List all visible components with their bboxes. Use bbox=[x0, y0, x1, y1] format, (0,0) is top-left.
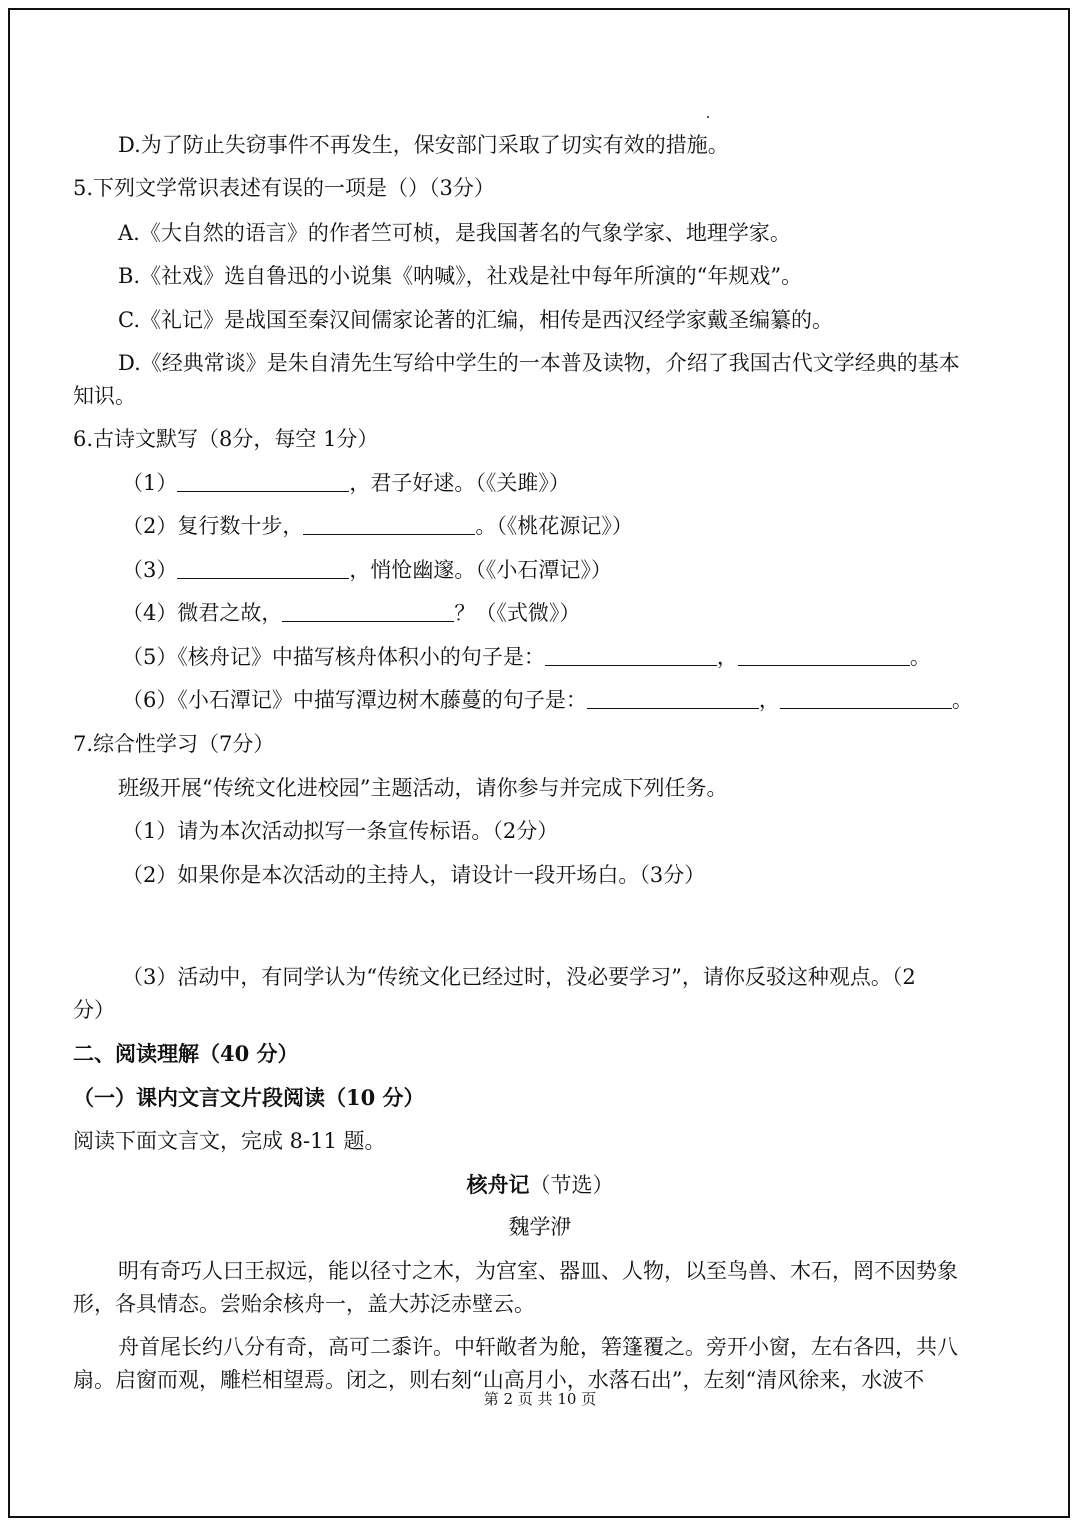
q7-task-3-line1: （3）活动中，有同学认为“传统文化已经过时，没必要学习”，请你反驳这种观点。（2 bbox=[122, 965, 916, 989]
q6-item-3 bbox=[122, 560, 612, 581]
q5-option-d-line1: D.《经典常谈》是朱自清先生写给中学生的一本普及读物，介绍了我国古代文学经典的基本 bbox=[118, 351, 960, 375]
q5-option-c: C.《礼记》是战国至秦汉间儒家论著的汇编，相传是西汉经学家戴圣编纂的。 bbox=[118, 308, 833, 332]
scan-speck bbox=[707, 116, 709, 118]
page-footer: 第 2 页 共 10 页 bbox=[483, 1390, 597, 1408]
passage-p1-line2: 形，各具情态。尝贻余核舟一，盖大苏泛赤壁云。 bbox=[73, 1292, 535, 1316]
q6-item-6-prefix: （6）《小石潭记》中描写潭边树木藤蔓的句子是： bbox=[122, 688, 587, 712]
section-heading-reading: 二、阅读理解（40 分） bbox=[73, 1041, 299, 1066]
passage-title-note: （节选） bbox=[529, 1173, 614, 1197]
q6-item-6 bbox=[122, 690, 973, 711]
q7-task-1: （1）请为本次活动拟写一条宣传标语。（2分） bbox=[122, 819, 559, 843]
q7-task-3-line2: 分） bbox=[73, 998, 115, 1022]
q6-item-4-suffix: ？（《式微》） bbox=[454, 601, 581, 625]
q6-item-4-prefix: （4）微君之故， bbox=[122, 601, 283, 625]
q6-item-2-suffix: 。（《桃花源记》） bbox=[475, 514, 633, 538]
q6-item-5-sep: ， bbox=[716, 645, 738, 669]
answer-blank[interactable] bbox=[587, 690, 759, 709]
answer-blank[interactable] bbox=[177, 473, 349, 492]
passage-title bbox=[0, 1174, 1080, 1196]
q5-stem: 5.下列文学常识表述有误的一项是（）（3分） bbox=[73, 176, 495, 200]
passage-p2-line1: 舟首尾长约八分有奇，高可二黍许。中轩敞者为舱，箬篷覆之。旁开小窗，左右各四，共八 bbox=[118, 1335, 958, 1359]
q7-task-2: （2）如果你是本次活动的主持人，请设计一段开场白。（3分） bbox=[122, 863, 706, 887]
passage-author: 魏学洢 bbox=[508, 1215, 572, 1239]
q6-item-5-suffix: 。 bbox=[909, 645, 931, 669]
answer-blank[interactable] bbox=[303, 516, 475, 535]
q6-item-2 bbox=[122, 516, 633, 537]
q6-item-1 bbox=[122, 473, 570, 494]
q6-item-6-suffix: 。 bbox=[951, 688, 973, 712]
answer-blank[interactable] bbox=[177, 560, 349, 579]
answer-blank[interactable] bbox=[545, 647, 717, 666]
q7-stem: 7.综合性学习（7分） bbox=[73, 732, 275, 756]
q4-option-d: D.为了防止失窃事件不再发生，保安部门采取了切实有效的措施。 bbox=[118, 133, 729, 157]
answer-blank[interactable] bbox=[282, 603, 454, 622]
q6-item-3-suffix: ，悄怆幽邃。（《小石潭记》） bbox=[349, 558, 612, 582]
subsection-heading-classical: （一）课内文言文片段阅读（10 分） bbox=[73, 1085, 425, 1110]
q6-item-2-prefix: （2）复行数十步， bbox=[122, 514, 304, 538]
q6-item-3-prefix: （3） bbox=[122, 558, 178, 582]
answer-blank[interactable] bbox=[780, 690, 952, 709]
passage-title-main: 核舟记 bbox=[466, 1172, 530, 1197]
q7-intro: 班级开展“传统文化进校园”主题活动，请你参与并完成下列任务。 bbox=[118, 776, 728, 800]
q5-option-d-line2: 知识。 bbox=[73, 384, 136, 408]
q5-option-a: A.《大自然的语言》的作者竺可桢，是我国著名的气象学家、地理学家。 bbox=[118, 221, 791, 245]
q6-item-4 bbox=[122, 603, 580, 624]
q6-item-1-prefix: （1） bbox=[122, 471, 178, 495]
answer-blank[interactable] bbox=[738, 647, 910, 666]
q6-stem: 6.古诗文默写（8分，每空 1分） bbox=[73, 427, 379, 451]
q6-item-6-sep: ， bbox=[758, 688, 780, 712]
q6-item-5 bbox=[122, 647, 931, 668]
passage-p2-line2: 扇。启窗而观，雕栏相望焉。闭之，则右刻“山高月小，水落石出”，左刻“清风徐来，水波不 bbox=[73, 1368, 925, 1392]
reading-instructions: 阅读下面文言文，完成 8-11 题。 bbox=[73, 1129, 386, 1153]
passage-p1-line1: 明有奇巧人曰王叔远，能以径寸之木，为宫室、器皿、人物，以至鸟兽、木石，罔不因势象 bbox=[118, 1259, 958, 1283]
q5-option-b: B.《社戏》选自鲁迅的小说集《呐喊》，社戏是社中每年所演的“年规戏”。 bbox=[118, 264, 803, 288]
q6-item-5-prefix: （5）《核舟记》中描写核舟体积小的句子是： bbox=[122, 645, 545, 669]
q6-item-1-suffix: ，君子好逑。（《关雎》） bbox=[349, 471, 570, 495]
